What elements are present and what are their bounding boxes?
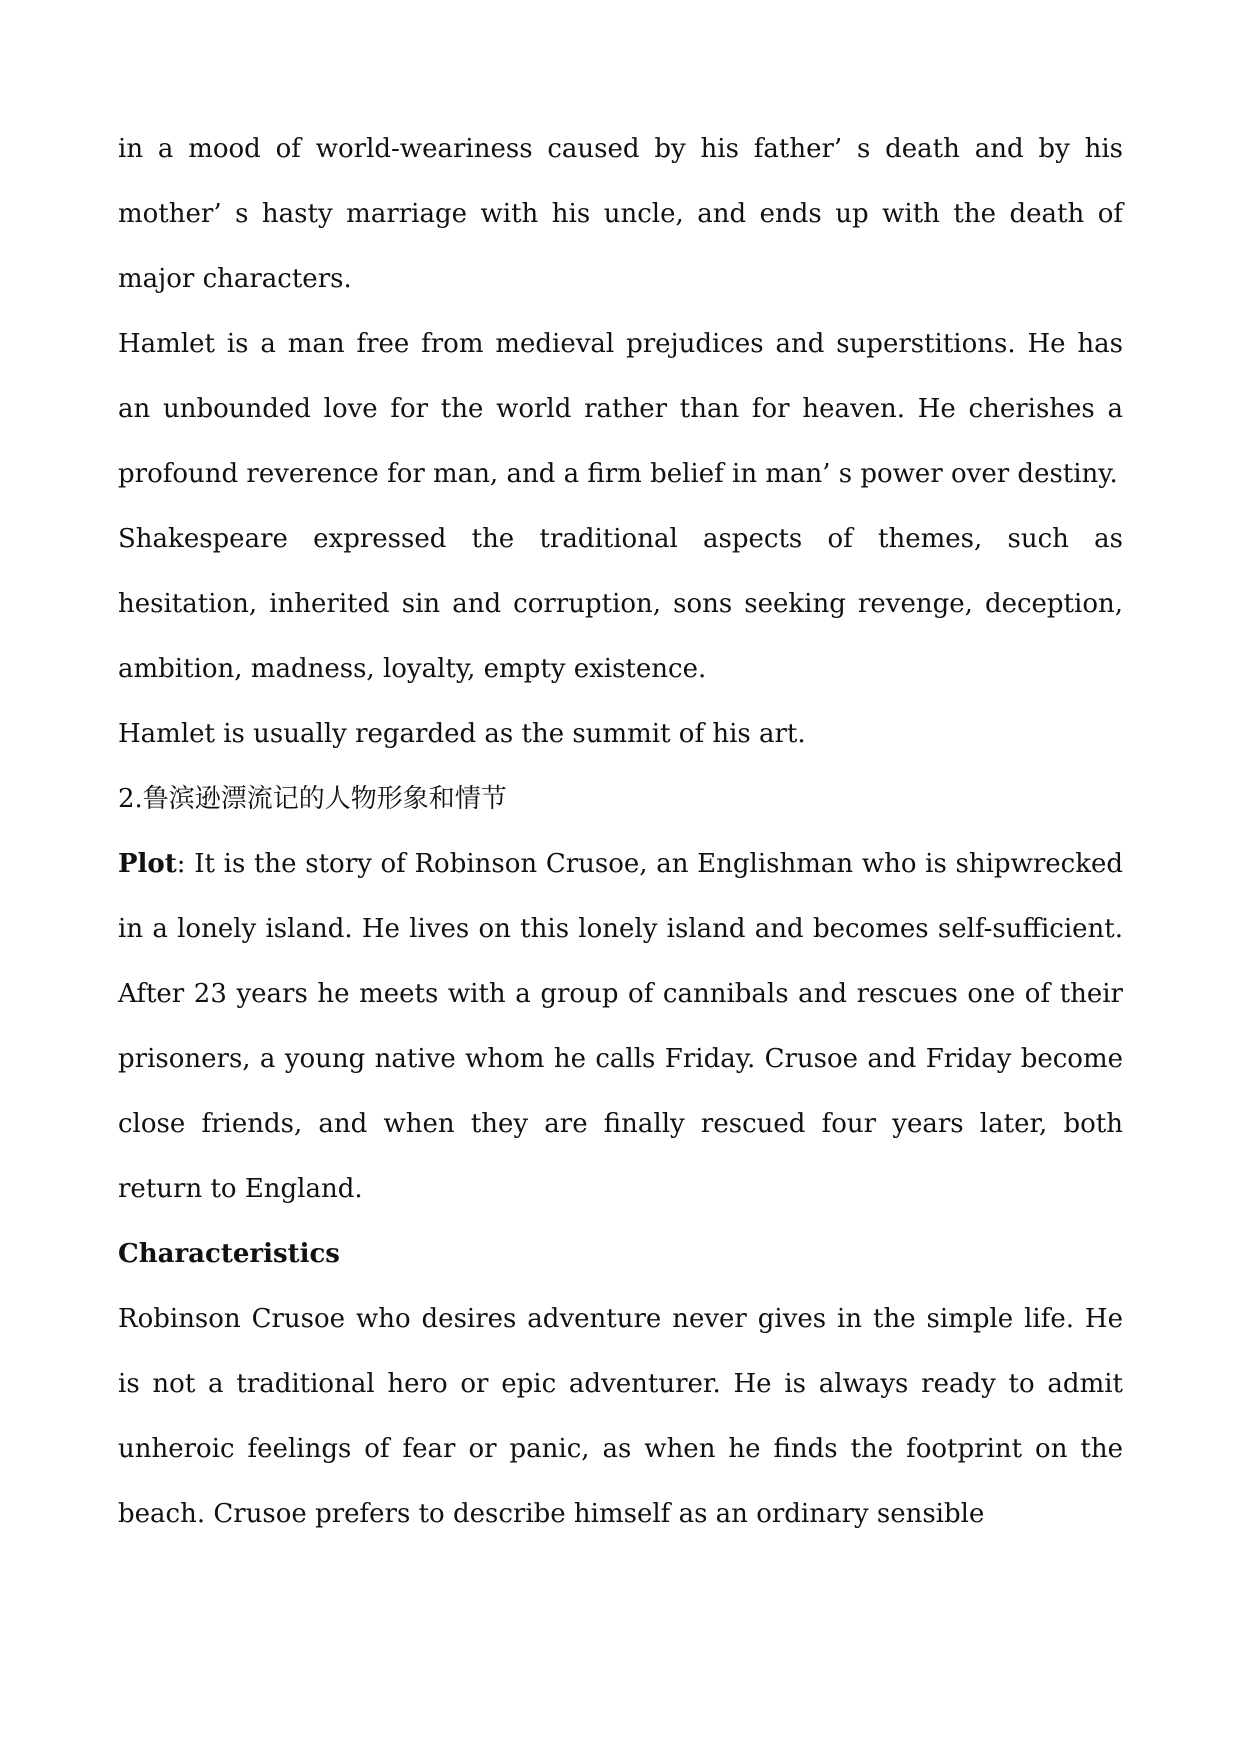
paragraph-plot xyxy=(118,832,1123,1222)
paragraph-hamlet-character: Hamlet is a man free from medieval prejudices and superstitions. He has an unbounded love for the world rather than for heaven. He cherishes a profound reverence for man, and a firm belief in man’ s power over destiny. xyxy=(118,329,1123,489)
document-page xyxy=(118,117,1123,1547)
characteristics-heading: Characteristics xyxy=(118,1239,340,1269)
paragraph-hamlet-mood: in a mood of world-weariness caused by his father’ s death and by his mother’ s hasty marriage with his uncle, and ends up with the death of major characters. xyxy=(118,134,1123,294)
paragraph-hamlet-summit: Hamlet is usually regarded as the summit of his art. xyxy=(118,719,806,749)
section-heading-robinson: 2.鲁滨逊漂流记的人物形象和情节 xyxy=(118,784,507,814)
paragraph-hamlet-themes: Shakespeare expressed the traditional aspects of themes, such as hesitation, inherited sin and corruption, sons seeking revenge, deception, ambition, madness, loyalty, empty existence. xyxy=(118,524,1123,684)
plot-label: Plot xyxy=(118,849,177,879)
paragraph-characteristics: Robinson Crusoe who desires adventure never gives in the simple life. He is not a traditional hero or epic adventurer. He is always ready to admit unheroic feelings of fear or panic, as when he finds the footprint on the beach. Crusoe prefers to describe himself as an ordinary sensible xyxy=(118,1304,1123,1529)
plot-text: : It is the story of Robinson Crusoe, an Englishman who is shipwrecked in a lonely island. He lives on this lonely island and becomes self-sufficient. After 23 years he meets with a group of cannibals and rescues one of their prisoners, a young native whom he calls Friday. Crusoe and Friday become close friends, and when they are finally rescued four years later, both return to England. xyxy=(118,849,1123,1204)
